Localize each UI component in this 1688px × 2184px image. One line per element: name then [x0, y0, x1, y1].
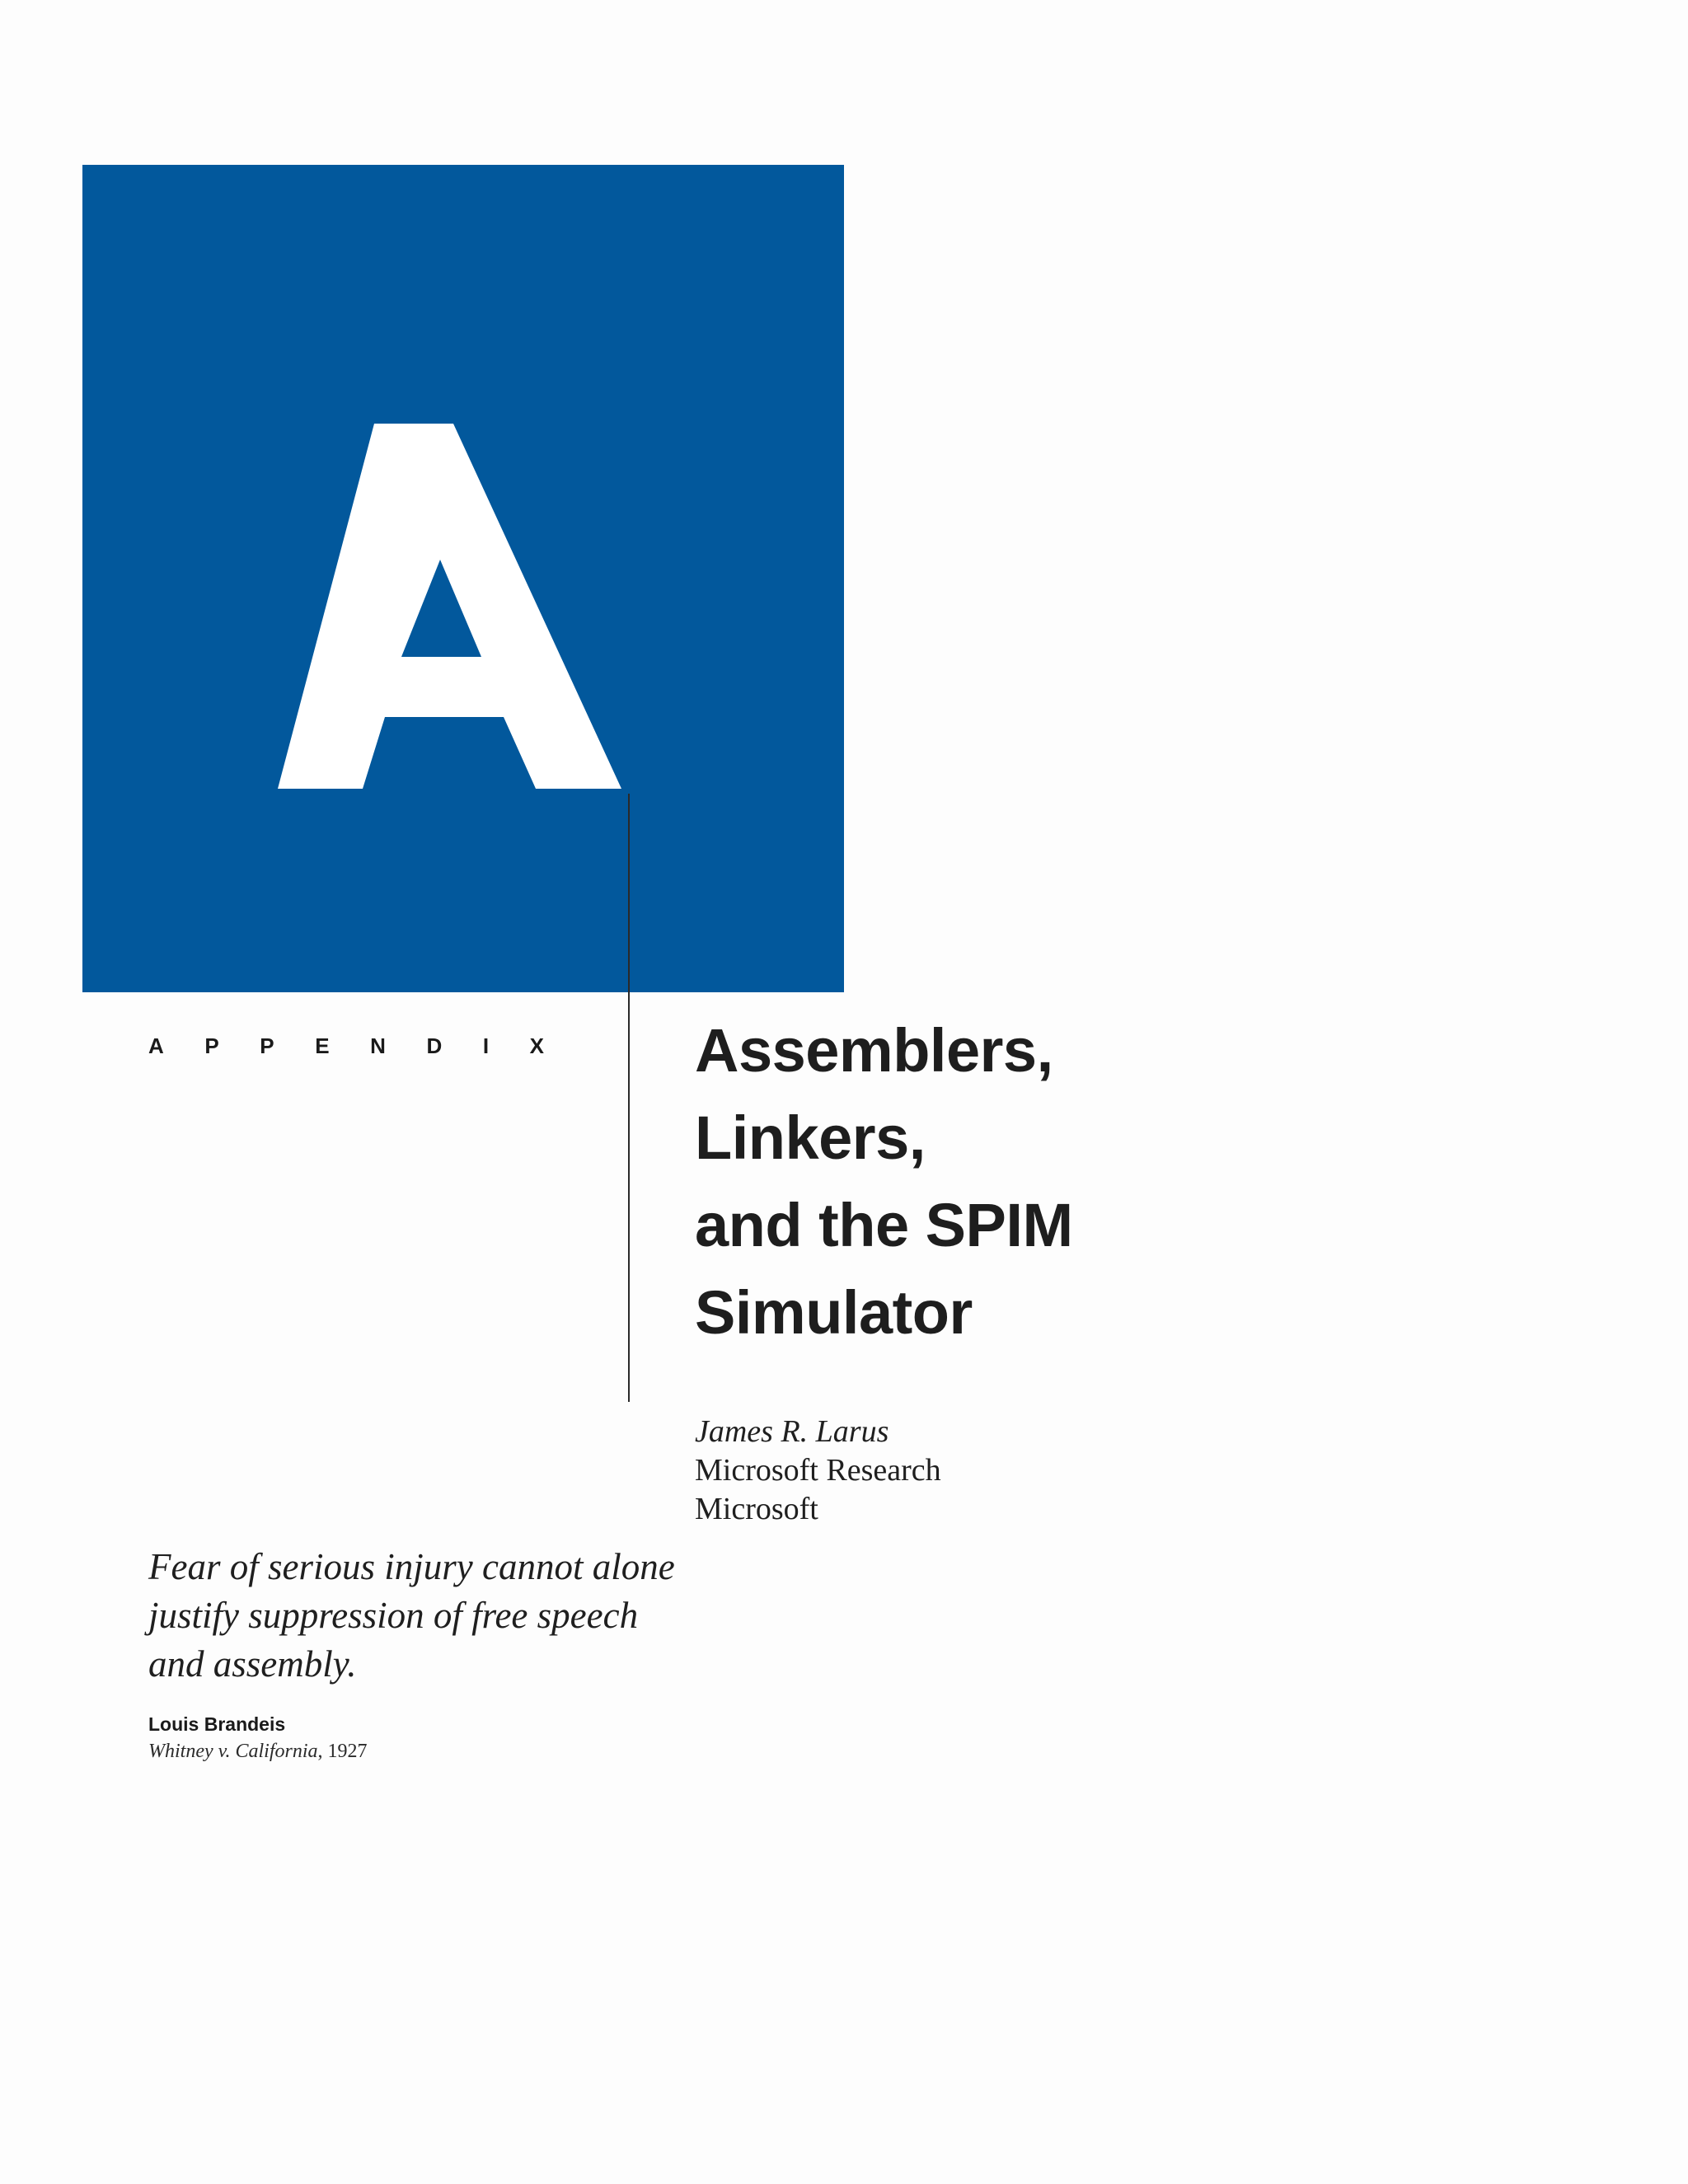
title-line: Assemblers,	[695, 1016, 1053, 1085]
title-line: and the SPIM	[695, 1191, 1073, 1259]
author-affiliation: Microsoft Research	[695, 1453, 941, 1488]
source-title: Whitney v. California	[148, 1741, 318, 1762]
epigraph-line: and assembly.	[148, 1643, 357, 1685]
chapter-letter-a	[264, 396, 643, 791]
appendix-letter: P	[204, 1033, 219, 1058]
appendix-letter: N	[370, 1033, 386, 1058]
title-line: Linkers,	[695, 1104, 926, 1172]
epigraph-source	[148, 1741, 368, 1763]
epigraph-line: Fear of serious injury cannot alone	[148, 1546, 675, 1587]
author-organization: Microsoft	[695, 1492, 818, 1526]
epigraph-line: justify suppression of free speech	[148, 1595, 639, 1636]
title-line: Simulator	[695, 1278, 973, 1347]
appendix-letter: D	[426, 1033, 443, 1058]
epigraph-attribution: Louis Brandeis	[148, 1713, 286, 1735]
epigraph-quote	[148, 1543, 742, 1689]
author-block	[695, 1413, 1272, 1529]
appendix-title	[695, 1007, 1321, 1357]
appendix-label	[148, 1033, 544, 1059]
appendix-letter: X	[529, 1033, 544, 1058]
vertical-divider	[628, 794, 630, 1402]
appendix-letter: A	[148, 1033, 164, 1058]
appendix-letter: P	[260, 1033, 274, 1058]
source-year: , 1927	[317, 1741, 368, 1762]
appendix-letter: E	[315, 1033, 330, 1058]
appendix-letter: I	[482, 1033, 490, 1058]
author-name: James R. Larus	[695, 1414, 889, 1449]
